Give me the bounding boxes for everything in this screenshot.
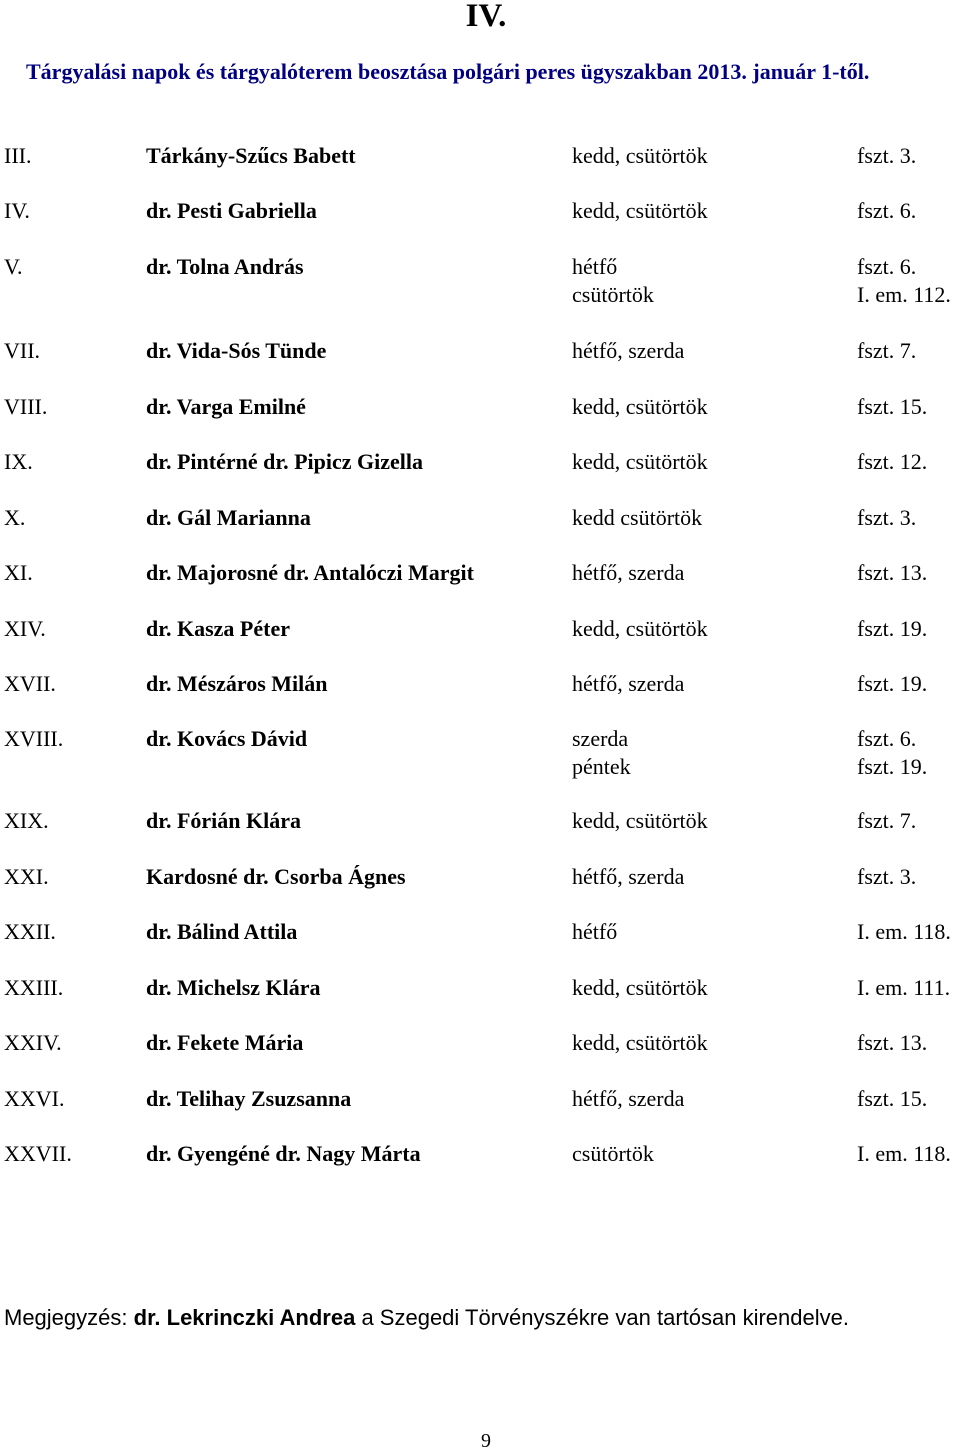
hearing-day: csütörtök <box>572 282 654 307</box>
room: fszt. 15. <box>857 1086 928 1111</box>
courtroom-location <box>857 863 916 891</box>
courtroom-number: VIII. <box>4 394 48 419</box>
hearing-day: hétfő, szerda <box>572 560 685 585</box>
room: I. em. 118. <box>857 1141 951 1166</box>
table-row <box>0 1085 960 1145</box>
room: fszt. 7. <box>857 338 917 363</box>
page-heading: IV. <box>465 0 507 34</box>
room: fszt. 6. <box>857 198 917 223</box>
hearing-day: hétfő <box>572 254 618 279</box>
courtroom-location <box>857 725 927 781</box>
hearing-days <box>572 863 684 891</box>
footnote-prefix: Megjegyzés: <box>4 1305 134 1330</box>
hearing-day: hétfő <box>572 919 618 944</box>
courtroom-location <box>857 504 916 532</box>
hearing-day: péntek <box>572 754 631 779</box>
hearing-day: hétfő, szerda <box>572 338 685 363</box>
room: fszt. 19. <box>857 671 928 696</box>
judge-name: dr. Pesti Gabriella <box>146 198 317 223</box>
hearing-days <box>572 725 631 781</box>
table-row <box>0 670 960 730</box>
table-row <box>0 807 960 867</box>
room: I. em. 112. <box>857 282 951 307</box>
courtroom-number: XIV. <box>4 616 46 641</box>
courtroom-location <box>857 253 951 309</box>
judge-name: dr. Michelsz Klára <box>146 975 321 1000</box>
table-row <box>0 974 960 1034</box>
hearing-days <box>572 559 684 587</box>
hearing-day: kedd, csütörtök <box>572 975 708 1000</box>
room: fszt. 3. <box>857 143 917 168</box>
judge-name: dr. Telihay Zsuzsanna <box>146 1086 352 1111</box>
table-row <box>0 1140 960 1200</box>
hearing-days <box>572 253 654 309</box>
room: fszt. 19. <box>857 754 928 779</box>
courtroom-number: XXIV. <box>4 1030 62 1055</box>
hearing-day: kedd, csütörtök <box>572 394 708 419</box>
table-row <box>0 559 960 619</box>
hearing-days <box>572 918 617 946</box>
judge-name: dr. Bálind Attila <box>146 919 298 944</box>
courtroom-number: XIX. <box>4 808 49 833</box>
footnote <box>4 1305 849 1331</box>
courtroom-location <box>857 142 916 170</box>
room: fszt. 7. <box>857 808 917 833</box>
hearing-day: kedd, csütörtök <box>572 198 708 223</box>
hearing-days <box>572 337 684 365</box>
judge-name: dr. Kasza Péter <box>146 616 290 641</box>
hearing-days <box>572 807 708 835</box>
hearing-days <box>572 448 708 476</box>
room: I. em. 111. <box>857 975 951 1000</box>
room: I. em. 118. <box>857 919 951 944</box>
courtroom-location <box>857 337 916 365</box>
judge-name: dr. Vida-Sós Tünde <box>146 338 327 363</box>
table-row <box>0 863 960 923</box>
footnote-judge-name: dr. Lekrinczki Andrea <box>133 1305 356 1330</box>
table-row <box>0 393 960 453</box>
room: fszt. 13. <box>857 560 928 585</box>
courtroom-location <box>857 615 927 643</box>
table-row <box>0 253 960 313</box>
table-row <box>0 725 960 785</box>
table-row <box>0 1029 960 1089</box>
courtroom-location <box>857 559 927 587</box>
hearing-days <box>572 615 708 643</box>
judge-name: dr. Fekete Mária <box>146 1030 304 1055</box>
courtroom-number: XXI. <box>4 864 49 889</box>
hearing-day: kedd, csütörtök <box>572 808 708 833</box>
judge-name: dr. Tolna András <box>146 254 304 279</box>
courtroom-location <box>857 974 950 1002</box>
hearing-day: kedd, csütörtök <box>572 1030 708 1055</box>
courtroom-number: XI. <box>4 560 33 585</box>
room: fszt. 12. <box>857 449 928 474</box>
hearing-days <box>572 1140 654 1168</box>
document-subtitle: Tárgyalási napok és tárgyalóterem beosztása polgári peres ügyszakban 2013. január 1-től. <box>26 59 870 84</box>
hearing-days <box>572 393 708 421</box>
hearing-day: kedd, csütörtök <box>572 449 708 474</box>
judge-name: dr. Pintérné dr. Pipicz Gizella <box>146 449 424 474</box>
judge-name: dr. Varga Emilné <box>146 394 306 419</box>
hearing-day: szerda <box>572 726 629 751</box>
courtroom-location <box>857 448 927 476</box>
courtroom-number: X. <box>4 505 26 530</box>
hearing-days <box>572 1085 684 1113</box>
courtroom-location <box>857 1029 927 1057</box>
table-row <box>0 197 960 257</box>
courtroom-number: XVIII. <box>4 726 64 751</box>
hearing-day: csütörtök <box>572 1141 654 1166</box>
judge-name: dr. Gyengéné dr. Nagy Márta <box>146 1141 421 1166</box>
courtroom-number: V. <box>4 254 23 279</box>
hearing-days <box>572 197 708 225</box>
courtroom-location <box>857 197 916 225</box>
room: fszt. 3. <box>857 505 917 530</box>
hearing-day: kedd csütörtök <box>572 505 703 530</box>
courtroom-location <box>857 393 927 421</box>
room: fszt. 19. <box>857 616 928 641</box>
hearing-days <box>572 974 708 1002</box>
courtroom-number: XXII. <box>4 919 56 944</box>
judge-name: dr. Kovács Dávid <box>146 726 308 751</box>
room: fszt. 15. <box>857 394 928 419</box>
footnote-text: a Szegedi Törvényszékre van tartósan kirendelve. <box>355 1305 849 1330</box>
table-row <box>0 504 960 564</box>
table-row <box>0 918 960 978</box>
hearing-day: hétfő, szerda <box>572 864 685 889</box>
hearing-day: kedd, csütörtök <box>572 143 708 168</box>
hearing-day: hétfő, szerda <box>572 671 685 696</box>
courtroom-location <box>857 1140 951 1168</box>
courtroom-number: XVII. <box>4 671 56 696</box>
room: fszt. 6. <box>857 254 917 279</box>
courtroom-number: VII. <box>4 338 41 363</box>
courtroom-number: XXVI. <box>4 1086 65 1111</box>
table-row <box>0 615 960 675</box>
hearing-day: hétfő, szerda <box>572 1086 685 1111</box>
judge-name: Tárkány-Szűcs Babett <box>146 143 356 168</box>
courtroom-location <box>857 807 916 835</box>
courtroom-number: III. <box>4 143 32 168</box>
judge-name: dr. Gál Marianna <box>146 505 311 530</box>
courtroom-location <box>857 918 951 946</box>
table-row <box>0 142 960 202</box>
room: fszt. 6. <box>857 726 917 751</box>
courtroom-number: XXIII. <box>4 975 64 1000</box>
hearing-day: kedd, csütörtök <box>572 616 708 641</box>
judge-name: dr. Majorosné dr. Antalóczi Margit <box>146 560 474 585</box>
table-row <box>0 448 960 508</box>
judge-name: dr. Fórián Klára <box>146 808 302 833</box>
page-number: 9 <box>481 1430 491 1452</box>
hearing-days <box>572 670 684 698</box>
room: fszt. 3. <box>857 864 917 889</box>
judge-name: dr. Mészáros Milán <box>146 671 328 696</box>
courtroom-location <box>857 670 927 698</box>
hearing-days <box>572 142 708 170</box>
judge-name: Kardosné dr. Csorba Ágnes <box>146 864 406 889</box>
room: fszt. 13. <box>857 1030 928 1055</box>
hearing-days <box>572 504 702 532</box>
table-row <box>0 337 960 397</box>
courtroom-number: IX. <box>4 449 33 474</box>
courtroom-location <box>857 1085 927 1113</box>
courtroom-number: IV. <box>4 198 30 223</box>
courtroom-number: XXVII. <box>4 1141 72 1166</box>
hearing-days <box>572 1029 708 1057</box>
